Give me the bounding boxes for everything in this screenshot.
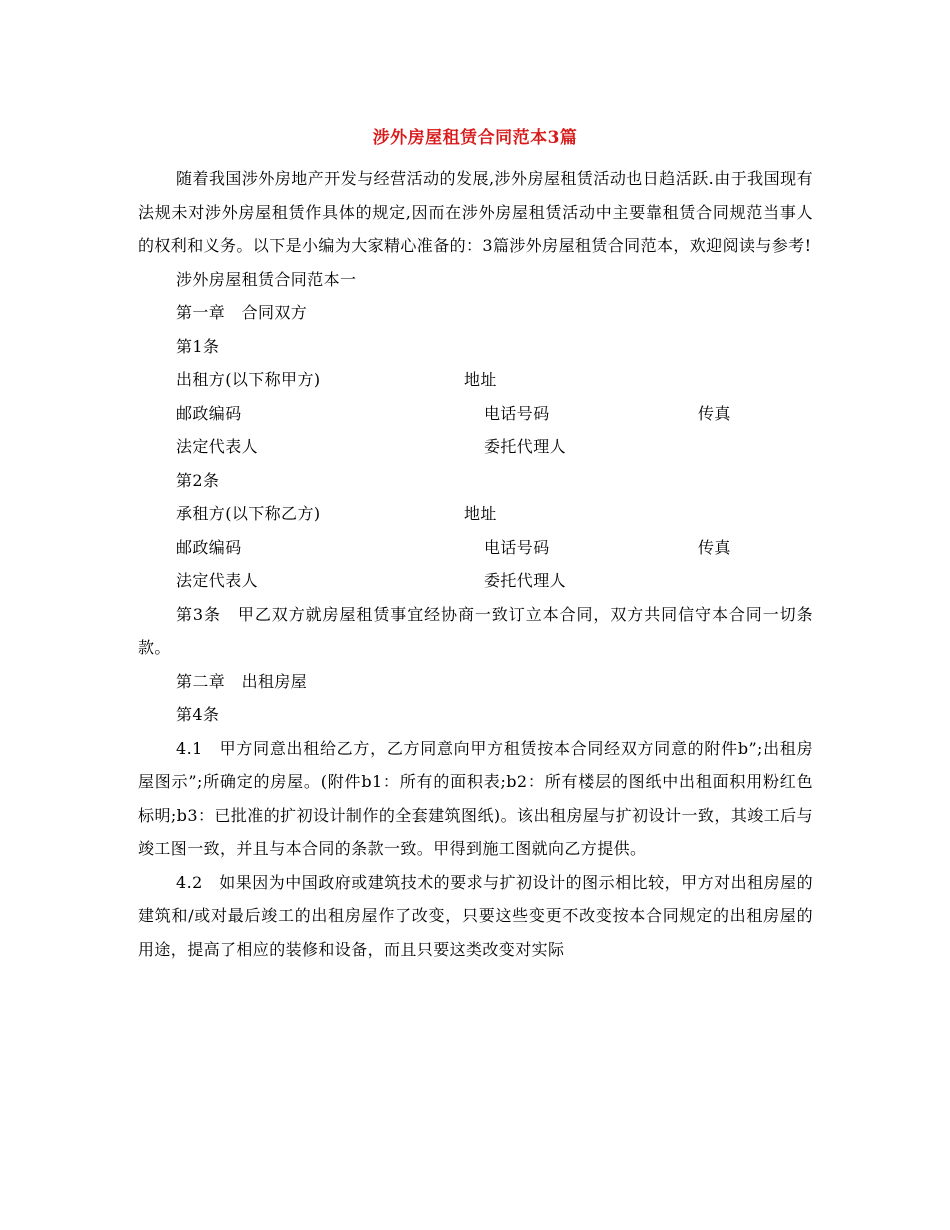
party-a-legal-rep: 法定代表人 (176, 437, 259, 456)
section-title-row (138, 263, 813, 297)
chapter-2-row (138, 665, 813, 699)
document-body (138, 162, 813, 966)
party-b-address: 地址 (464, 504, 497, 523)
party-a-postcode: 邮政编码 (176, 403, 242, 423)
party-a-label: 出租方(以下称甲方) (176, 370, 321, 389)
party-a-phone: 电话号码 (484, 403, 550, 423)
party-a-fax: 传真 (698, 403, 731, 423)
party-b-row (138, 497, 813, 531)
article-1-heading: 第1条 (176, 336, 220, 356)
chapter-1-heading: 第一章 合同双方 (176, 303, 308, 322)
article-1-row (138, 330, 813, 364)
chapter-1-row (138, 296, 813, 330)
party-a-contact-row (138, 397, 813, 431)
party-b-rep-row (138, 564, 813, 598)
article-2-row (138, 464, 813, 498)
party-b-postcode: 邮政编码 (176, 537, 242, 557)
document-title: 涉外房屋租赁合同范本3篇 (372, 128, 578, 148)
clause-4-1-paragraph: 4.1 甲方同意出租给乙方，乙方同意向甲方租赁按本合同经双方同意的附件b”;出租房屋图示”;所确定的房屋。(附件b1：所有的面积表;b2：所有楼层的图纸中出租面积用粉红色标明;b3：已批准的扩初设计制作的全套建筑图纸)。该出租房屋与扩初设计一致，其竣工后与竣工图一致，并且与本合同的条款一致。甲得到施工图就向乙方提供。 (138, 738, 813, 858)
article-4-heading: 第4条 (176, 705, 220, 724)
party-a-rep-row (138, 430, 813, 464)
party-b-label: 承租方(以下称乙方) (176, 504, 321, 523)
party-b-legal-rep: 法定代表人 (176, 571, 259, 590)
intro-paragraph: 随着我国涉外房地产开发与经营活动的发展,涉外房屋租赁活动也日趋活跃.由于我国现有法规未对涉外房屋租赁作具体的规定,因而在涉外房屋租赁活动中主要靠租赁合同规范当事人的权利和义务。以下是小编为大家精心准备的：3篇涉外房屋租赁合同范本，欢迎阅读与参考! (138, 169, 813, 255)
party-a-address: 地址 (464, 370, 497, 389)
party-b-agent: 委托代理人 (484, 571, 567, 590)
section-title: 涉外房屋租赁合同范本一 (176, 269, 357, 289)
party-b-fax: 传真 (698, 537, 731, 557)
chapter-2-heading: 第二章 出租房屋 (176, 671, 308, 691)
party-a-row (138, 363, 813, 397)
article-3-paragraph: 第3条 甲乙双方就房屋租赁事宜经协商一致订立本合同，双方共同信守本合同一切条款。 (138, 604, 813, 657)
party-a-agent: 委托代理人 (484, 437, 567, 456)
party-b-contact-row (138, 531, 813, 565)
clause-4-2-paragraph: 4.2 如果因为中国政府或建筑技术的要求与扩初设计的图示相比较，甲方对出租房屋的建筑和/或对最后竣工的出租房屋作了改变，只要这些变更不改变按本合同规定的出租房屋的用途，提高了相应的装修和设备，而且只要这类改变对实际 (138, 872, 813, 959)
article-4-row (138, 698, 813, 732)
article-2-heading: 第2条 (176, 470, 220, 490)
party-b-phone: 电话号码 (484, 537, 550, 557)
